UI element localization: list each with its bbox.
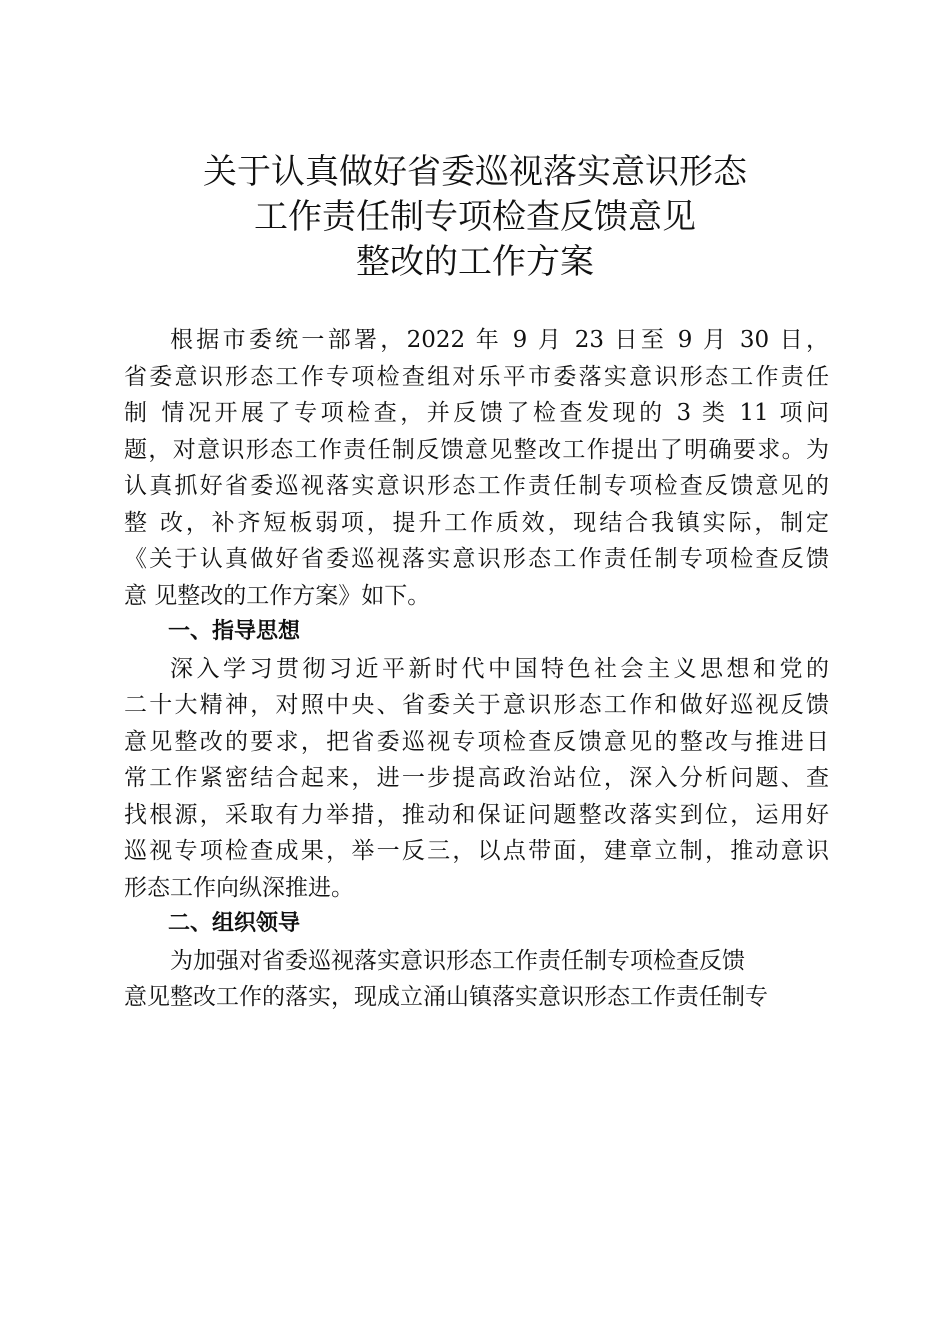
section-heading-guiding-ideology: 一、指导思想 bbox=[168, 619, 301, 644]
title-line-3: 整改的工作方案 bbox=[356, 242, 594, 282]
section1-line: 常工作紧密结合起来，进一步提高政治站位，深入分析问题、查 bbox=[124, 765, 829, 791]
intro-line: 制 情况开展了专项检查，并反馈了检查发现的 3 类 11 项问 bbox=[124, 400, 829, 426]
section1-line: 意见整改的要求，把省委巡视专项检查反馈意见的整改与推进日 bbox=[124, 728, 829, 755]
section1-line: 二十大精神，对照中央、省委关于意识形态工作和做好巡视反馈 bbox=[124, 692, 829, 718]
document-body bbox=[124, 322, 829, 1016]
intro-line: 《关于认真做好省委巡视落实意识形态工作责任制专项检查反馈 bbox=[124, 546, 829, 572]
title-line-2: 工作责任制专项检查反馈意见 bbox=[254, 197, 696, 237]
section1-line: 巡视专项检查成果，举一反三，以点带面，建章立制，推动意识 bbox=[124, 838, 829, 864]
section2-line: 为加强对省委巡视落实意识形态工作责任制专项检查反馈 bbox=[170, 947, 745, 974]
intro-line: 意 见整改的工作方案》如下。 bbox=[124, 582, 431, 609]
intro-line: 根据市委统一部署，2022 年 9 月 23 日至 9 月 30 日， bbox=[170, 327, 829, 353]
document-title bbox=[0, 150, 950, 285]
section2-line: 意见整改工作的落实，现成立涌山镇落实意识形态工作责任制专 bbox=[124, 984, 768, 1010]
intro-line: 整 改，补齐短板弱项，提升工作质效，现结合我镇实际，制定 bbox=[124, 509, 829, 536]
section1-line: 深入学习贯彻习近平新时代中国特色社会主义思想和党的 bbox=[170, 655, 829, 682]
intro-line: 省委意识形态工作专项检查组对乐平市委落实意识形态工作责任 bbox=[124, 363, 829, 390]
intro-line: 题，对意识形态工作责任制反馈意见整改工作提出了明确要求。为 bbox=[124, 436, 829, 463]
section1-line: 形态工作向纵深推进。 bbox=[124, 874, 354, 901]
intro-line: 认真抓好省委巡视落实意识形态工作责任制专项检查反馈意见的 bbox=[124, 473, 829, 499]
title-line-1: 关于认真做好省委巡视落实意识形态 bbox=[203, 152, 747, 192]
section-heading-organization-leadership: 二、组织领导 bbox=[168, 911, 301, 936]
section1-line: 找根源，采取有力举措，推动和保证问题整改落实到位，运用好 bbox=[124, 801, 829, 828]
